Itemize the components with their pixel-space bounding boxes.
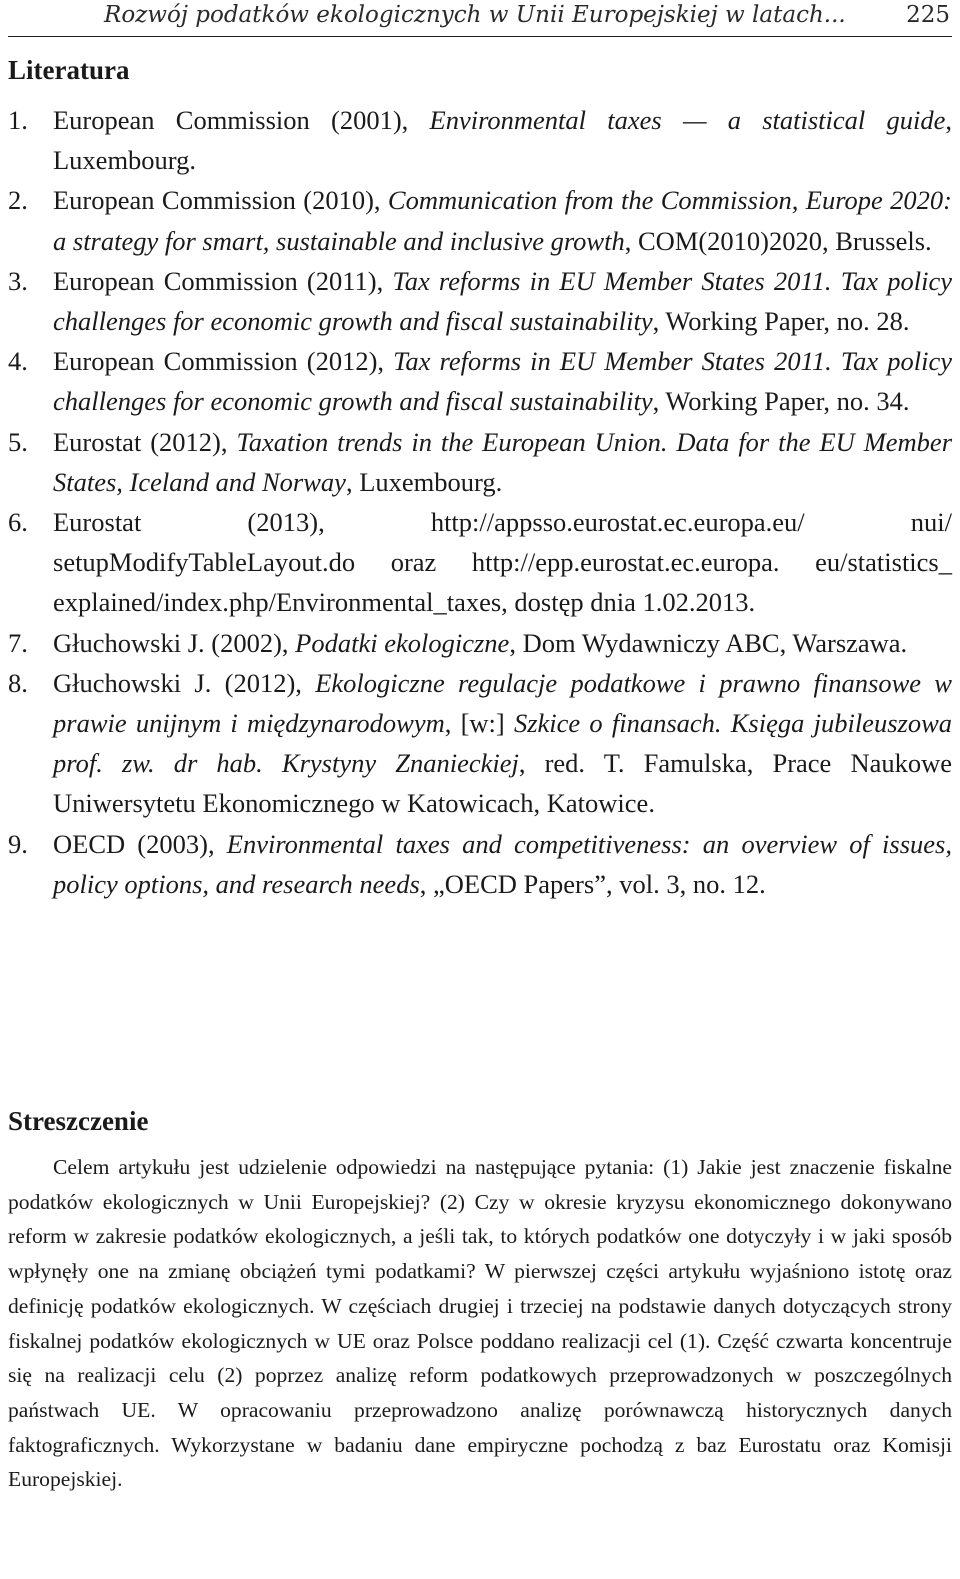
reference-text: Głuchowski J. (2002), [53,627,296,658]
literature-heading: Literatura [8,55,130,85]
reference-title: Taxation trends in the European Union. Data for the EU Member States, Iceland and Norway [53,426,953,497]
reference-title: Environmental taxes and competitiveness: an overview of issues, policy options, and research needs [53,828,952,899]
reference-item [8,422,952,502]
reference-text: Eurostat (2013), http://appsso.eurostat.ec.europa.eu/ nui/ setupModifyTableLayout.do oraz http://epp.eurostat.ec.europa. eu/statistics_ explained/index.php/Environmental_taxes, dostęp dnia 1.02.2013. [53,507,952,618]
reference-item [8,663,952,824]
reference-item [8,261,952,341]
reference-text: Eurostat (2012), [53,426,237,457]
reference-number: 4. [8,346,28,377]
reference-text: European Commission (2011), [53,265,393,296]
running-header [8,2,952,37]
reference-item [8,180,952,260]
reference-number: 5. [8,426,28,457]
reference-number: 8. [8,667,28,698]
reference-number: 6. [8,507,28,538]
running-title: Rozwój podatków ekologicznych w Unii Europejskiej w latach... [104,2,846,28]
reference-number: 3. [8,265,28,296]
reference-number: 1. [8,105,28,135]
reference-text: , [w:] [444,708,514,739]
reference-text: OECD (2003), [53,828,227,859]
reference-title: Szkice o finansach. Księga jubileuszowa prof. zw. dr hab. Krystyny Znanieckiej [53,708,952,779]
reference-number: 7. [8,627,28,658]
reference-text: , red. T. Famulska, Prace Naukowe Uniwersytetu Ekonomicznego w Katowicach, Katowice. [53,748,952,819]
reference-title: Podatki ekologiczne [295,627,510,658]
reference-text: , Working Paper, no. 28. [652,306,910,337]
reference-title: Communication from the Commission, Europe 2020: a strategy for smart, sustainable and inclusive growth [53,185,952,256]
reference-item [8,623,952,663]
reference-text: , Dom Wydawniczy ABC, Warszawa. [509,627,908,658]
reference-text: , Luxembourg. [53,105,953,176]
reference-text: European Commission (2012), [53,346,394,377]
reference-text: , „OECD Papers”, vol. 3, no. 12. [419,868,766,899]
abstract-heading: Streszczenie [8,1106,149,1136]
reference-text: , Working Paper, no. 34. [652,386,910,417]
page-number: 225 [906,2,950,28]
abstract-paragraph: Celem artykułu jest udzielenie odpowiedzi na następujące pytania: (1) Jakie jest znaczenie fiskalne podatków ekologicznych w Unii Europejskiej? (2) Czy w okresie kryzysu ekonomicznego dokonywano reform w zakresie podatków ekologicznych, a jeśli tak, to których podatków one dotyczyły i w jaki sposób wpłynęły one na zmianę obciążeń tymi podatkami? W pierwszej części artykułu wyjaśniono istotę oraz definicję podatków ekologicznych. W częściach drugiej i trzeciej na podstawie danych dotyczących strony fiskalnej podatków ekologicznych w UE oraz Polsce poddano realizacji cel (1). Część czwarta koncentruje się na realizacji celu (2) poprzez analizę reform podatkowych przeprowadzonych w poszczególnych państwach UE. W opracowaniu przeprowadzono analizę porównawczą historycznych danych faktograficznych. Wykorzystane w badaniu dane empiryczne pochodzą z baz Eurostatu oraz Komisji Europejskiej. [8,1155,952,1492]
reference-text: , Luxembourg. [345,466,503,497]
reference-item [8,824,952,904]
reference-item [8,100,952,180]
reference-title: Environmental taxes — a statistical guide [429,105,946,135]
reference-title: Tax reforms in EU Member States 2011. Tax policy challenges for economic growth and fiscal sustainability [53,346,952,417]
reference-text: Głuchowski J. (2012), [53,667,316,698]
reference-title: Tax reforms in EU Member States 2011. Tax policy challenges for economic growth and fiscal sustainability [53,265,953,337]
reference-number: 2. [8,185,28,216]
reference-text: European Commission (2001), [53,105,430,135]
reference-text: , COM(2010)2020, Brussels. [624,225,932,256]
reference-title: Ekologiczne regulacje podatkowe i prawno finansowe w prawie unijnym i międzynarodowym [53,667,952,739]
reference-list [8,100,952,904]
reference-text: European Commission (2010), [53,185,388,216]
reference-item [8,341,952,421]
reference-number: 9. [8,828,28,859]
reference-item [8,502,952,623]
